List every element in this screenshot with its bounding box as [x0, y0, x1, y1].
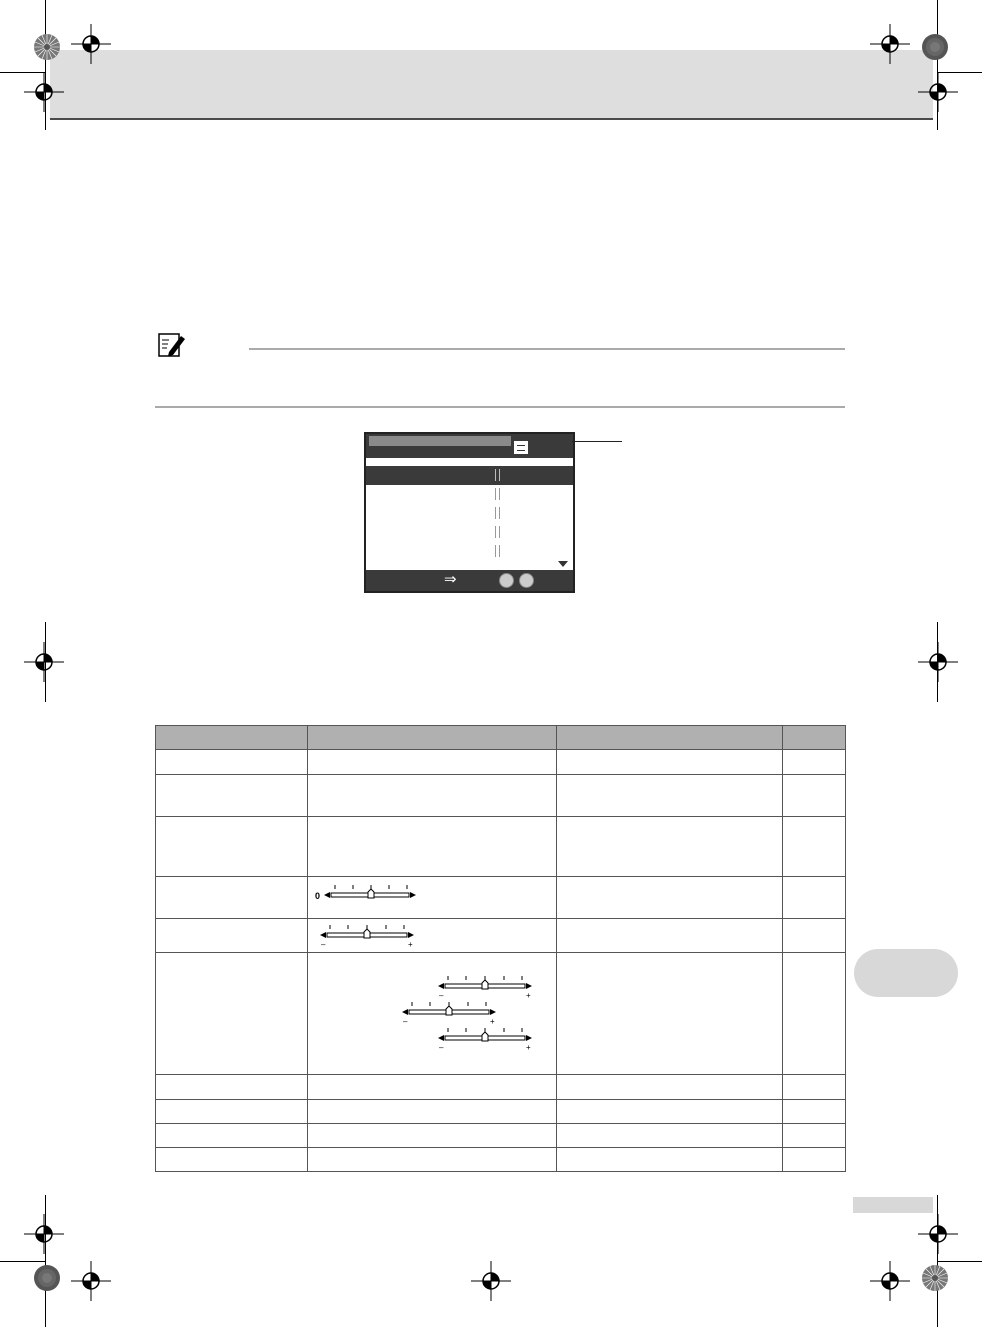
slider-scale: [436, 975, 538, 999]
trim-line: [45, 622, 46, 702]
lcd-menu-row[interactable]: [366, 466, 573, 485]
slider-scale: [315, 884, 421, 904]
table-row: [156, 1100, 846, 1124]
table-cell: [783, 817, 846, 877]
registration-mark-icon: [24, 72, 64, 112]
table-row: [156, 750, 846, 775]
table-cell: [156, 1075, 308, 1100]
table-header-cell: [557, 726, 783, 750]
table-cell: [156, 1100, 308, 1124]
lcd-screen: [364, 432, 575, 593]
table-cell: [156, 750, 308, 775]
starburst-icon: [921, 1264, 949, 1292]
slider-plus-label: +: [526, 991, 531, 999]
slider-minus-label: –: [403, 1017, 408, 1025]
starburst-icon: [921, 33, 949, 61]
table-cell: [308, 1075, 557, 1100]
lcd-separator: [495, 507, 500, 519]
registration-mark-icon: [24, 642, 64, 682]
slider-knob: [482, 980, 488, 989]
lcd-round-button[interactable]: [519, 573, 534, 588]
table-row: [156, 817, 846, 877]
registration-mark-icon: [918, 642, 958, 682]
table-cell: [557, 953, 783, 1075]
trim-line: [937, 72, 982, 73]
starburst-icon: [33, 1264, 61, 1292]
settings-table: [155, 725, 846, 1172]
registration-mark-icon: [870, 1261, 910, 1301]
page-number-box: [853, 1197, 933, 1213]
table-cell: [156, 775, 308, 817]
trim-line: [0, 72, 46, 73]
header-band: [50, 50, 933, 120]
table-cell: [308, 953, 557, 1075]
callout-line: [572, 441, 622, 442]
table-cell: [557, 1100, 783, 1124]
table-header-row: [156, 726, 846, 750]
menu-icon: [514, 441, 528, 454]
lcd-menu-row[interactable]: [366, 542, 573, 561]
trim-line: [937, 622, 938, 702]
table-cell: [308, 877, 557, 919]
table-header-cell: [156, 726, 308, 750]
note-bottom-rule: [155, 406, 845, 408]
slider-minus-label: –: [439, 1043, 444, 1051]
table-cell: [783, 775, 846, 817]
table-cell: [308, 775, 557, 817]
starburst-icon: [33, 33, 61, 61]
registration-mark-icon: [918, 72, 958, 112]
table-cell: [308, 1124, 557, 1148]
table-row: [156, 919, 846, 953]
registration-mark-icon: [24, 1214, 64, 1254]
slider-minus-label: –: [439, 991, 444, 999]
table-cell: [557, 775, 783, 817]
lcd-menu-row[interactable]: [366, 485, 573, 504]
table-cell: [156, 1124, 308, 1148]
lcd-menu-row[interactable]: [366, 523, 573, 542]
table-cell: [156, 877, 308, 919]
table-row: [156, 775, 846, 817]
table-cell: [308, 750, 557, 775]
table-cell: [557, 750, 783, 775]
table-cell: [557, 919, 783, 953]
table-cell: [783, 1148, 846, 1172]
table-cell: [308, 817, 557, 877]
registration-mark-icon: [870, 24, 910, 64]
slider-knob: [368, 889, 374, 898]
trim-line: [0, 1261, 46, 1262]
table-cell: [308, 1148, 557, 1172]
table-cell: [557, 1148, 783, 1172]
table-row: [156, 877, 846, 919]
slider-zero-label: 0: [315, 891, 321, 901]
table-header-cell: [308, 726, 557, 750]
table-cell: [783, 877, 846, 919]
registration-mark-icon: [71, 1261, 111, 1301]
table-cell: [783, 750, 846, 775]
note-pencil-icon: [157, 332, 187, 358]
chapter-tab: [854, 949, 958, 997]
slider-knob: [482, 1032, 488, 1041]
table-cell: [156, 919, 308, 953]
table-cell: [156, 1148, 308, 1172]
right-arrow-icon: ⇒: [444, 571, 457, 588]
table-cell: [783, 1075, 846, 1100]
scroll-down-icon[interactable]: [558, 561, 568, 567]
trim-line: [937, 0, 938, 130]
registration-mark-icon: [71, 24, 111, 64]
table-cell: [308, 919, 557, 953]
lcd-separator: [495, 488, 500, 500]
table-row: [156, 1124, 846, 1148]
table-row: [156, 953, 846, 1075]
lcd-round-button[interactable]: [499, 573, 514, 588]
slider-minus-label: –: [321, 940, 326, 948]
lcd-title-tab: [369, 436, 511, 446]
table-cell: [557, 877, 783, 919]
table-cell: [557, 1075, 783, 1100]
lcd-titlebar: [366, 434, 573, 458]
table-cell: [783, 919, 846, 953]
trim-line: [45, 0, 46, 130]
table-row: [156, 1075, 846, 1100]
table-cell: [783, 953, 846, 1075]
table-cell: [783, 1100, 846, 1124]
table-header-cell: [783, 726, 846, 750]
slider-scale: [436, 1027, 538, 1051]
slider-scale: [400, 1001, 502, 1025]
table-row: [156, 1148, 846, 1172]
lcd-menu-row[interactable]: [366, 504, 573, 523]
table-cell: [156, 953, 308, 1075]
table-cell: [156, 817, 308, 877]
table-cell: [308, 1100, 557, 1124]
slider-knob: [364, 929, 370, 938]
slider-plus-label: +: [490, 1017, 495, 1025]
lcd-separator: [495, 526, 500, 538]
registration-mark-icon: [918, 1214, 958, 1254]
table-cell: [557, 817, 783, 877]
lcd-footer: [366, 570, 573, 591]
slider-knob: [446, 1006, 452, 1015]
slider-plus-label: +: [526, 1043, 531, 1051]
lcd-separator: [495, 545, 500, 557]
registration-mark-icon: [471, 1261, 511, 1301]
slider-plus-label: +: [408, 940, 413, 948]
lcd-separator: [495, 469, 500, 481]
table-cell: [783, 1124, 846, 1148]
table-cell: [557, 1124, 783, 1148]
slider-scale: [318, 924, 420, 948]
note-top-rule: [249, 348, 845, 350]
trim-line: [937, 1261, 982, 1262]
